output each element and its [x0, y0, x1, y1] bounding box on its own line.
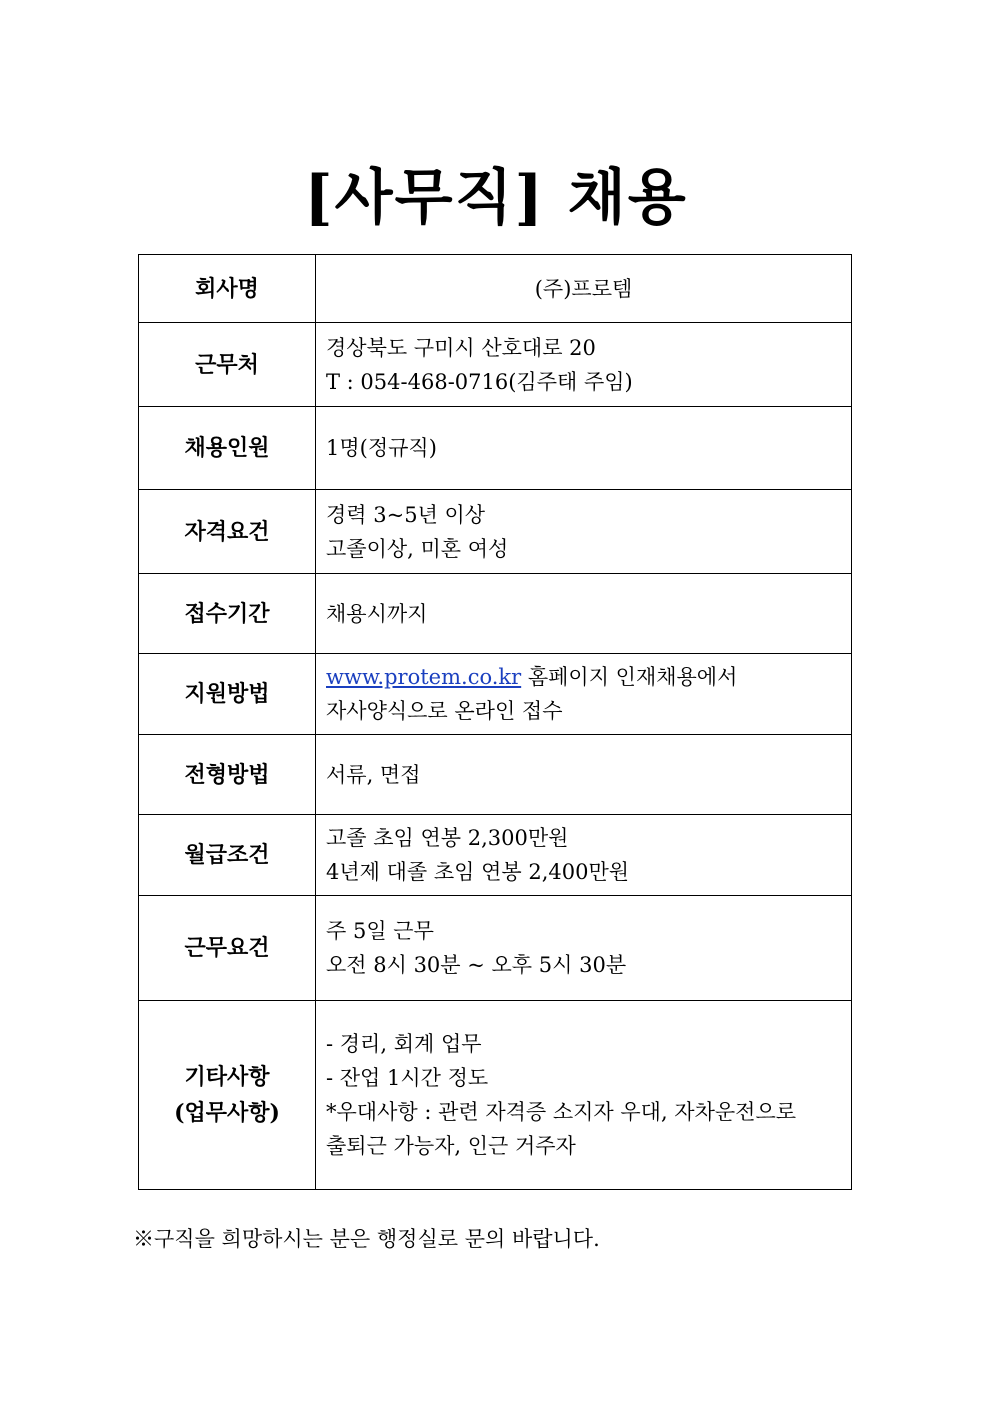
row-value-apply — [316, 654, 852, 735]
row-label-selection: 전형방법 — [139, 735, 316, 815]
qualification-line-2: 고졸이상, 미혼 여성 — [326, 536, 509, 561]
conditions-line-1: 주 5일 근무 — [326, 919, 434, 943]
row-label-other — [139, 1001, 316, 1190]
apply-line-2: 자사양식으로 온라인 접수 — [326, 699, 563, 723]
row-value-salary — [316, 815, 852, 896]
period-text: 채용시까지 — [326, 601, 428, 626]
other-line-2: - 잔업 1시간 정도 — [326, 1066, 489, 1090]
table-row-salary — [139, 815, 852, 896]
table-row-headcount — [139, 407, 852, 490]
other-label-line-2: (업무사항) — [174, 1100, 280, 1126]
row-value-company — [316, 255, 852, 323]
row-value-other — [316, 1001, 852, 1190]
row-label-company: 회사명 — [139, 255, 316, 323]
table-row-other — [139, 1001, 852, 1190]
homepage-link[interactable]: www.protem.co.kr — [326, 665, 522, 689]
row-label-salary: 월급조건 — [139, 815, 316, 896]
workplace-address: 경상북도 구미시 산호대로 20 — [326, 335, 596, 360]
row-value-workplace — [316, 323, 852, 407]
qualification-line-1: 경력 3~5년 이상 — [326, 502, 486, 527]
row-value-headcount — [316, 407, 852, 490]
workplace-phone: T : 054-468-0716(김주태 주임) — [326, 369, 633, 394]
row-value-period — [316, 574, 852, 654]
table-row-period — [139, 574, 852, 654]
job-posting-table — [138, 254, 852, 1190]
table-row-apply — [139, 654, 852, 735]
other-label-line-1: 기타사항 — [184, 1064, 270, 1090]
other-line-1: - 경리, 회계 업무 — [326, 1032, 482, 1056]
table-row-selection — [139, 735, 852, 815]
row-value-conditions — [316, 896, 852, 1001]
footer-note: ※구직을 희망하시는 분은 행정실로 문의 바랍니다. — [133, 1227, 600, 1251]
page-title: [사무직] 채용 — [304, 163, 688, 233]
row-value-qualification — [316, 490, 852, 574]
table-row-company — [139, 255, 852, 323]
row-label-apply: 지원방법 — [139, 654, 316, 735]
table-row-workplace — [139, 323, 852, 407]
other-line-3: *우대사항 : 관련 자격증 소지자 우대, 자차운전으로 — [326, 1100, 797, 1124]
table-row-qualification — [139, 490, 852, 574]
headcount-text: 1명(정규직) — [326, 436, 437, 460]
conditions-line-2: 오전 8시 30분 ~ 오후 5시 30분 — [326, 953, 627, 977]
row-label-period: 접수기간 — [139, 574, 316, 654]
apply-line-1 — [326, 660, 851, 694]
row-value-selection — [316, 735, 852, 815]
row-label-workplace: 근무처 — [139, 323, 316, 407]
selection-text: 서류, 면접 — [326, 762, 421, 787]
row-label-qualification: 자격요건 — [139, 490, 316, 574]
salary-line-1: 고졸 초임 연봉 2,300만원 — [326, 826, 569, 850]
company-name: (주)프로템 — [534, 276, 633, 301]
apply-line-1-text: 홈페이지 인재채용에서 — [521, 665, 738, 689]
row-label-headcount: 채용인원 — [139, 407, 316, 490]
other-line-4: 출퇴근 가능자, 인근 거주자 — [326, 1134, 576, 1158]
salary-line-2: 4년제 대졸 초임 연봉 2,400만원 — [326, 860, 630, 884]
table-row-conditions — [139, 896, 852, 1001]
row-label-conditions: 근무요건 — [139, 896, 316, 1001]
